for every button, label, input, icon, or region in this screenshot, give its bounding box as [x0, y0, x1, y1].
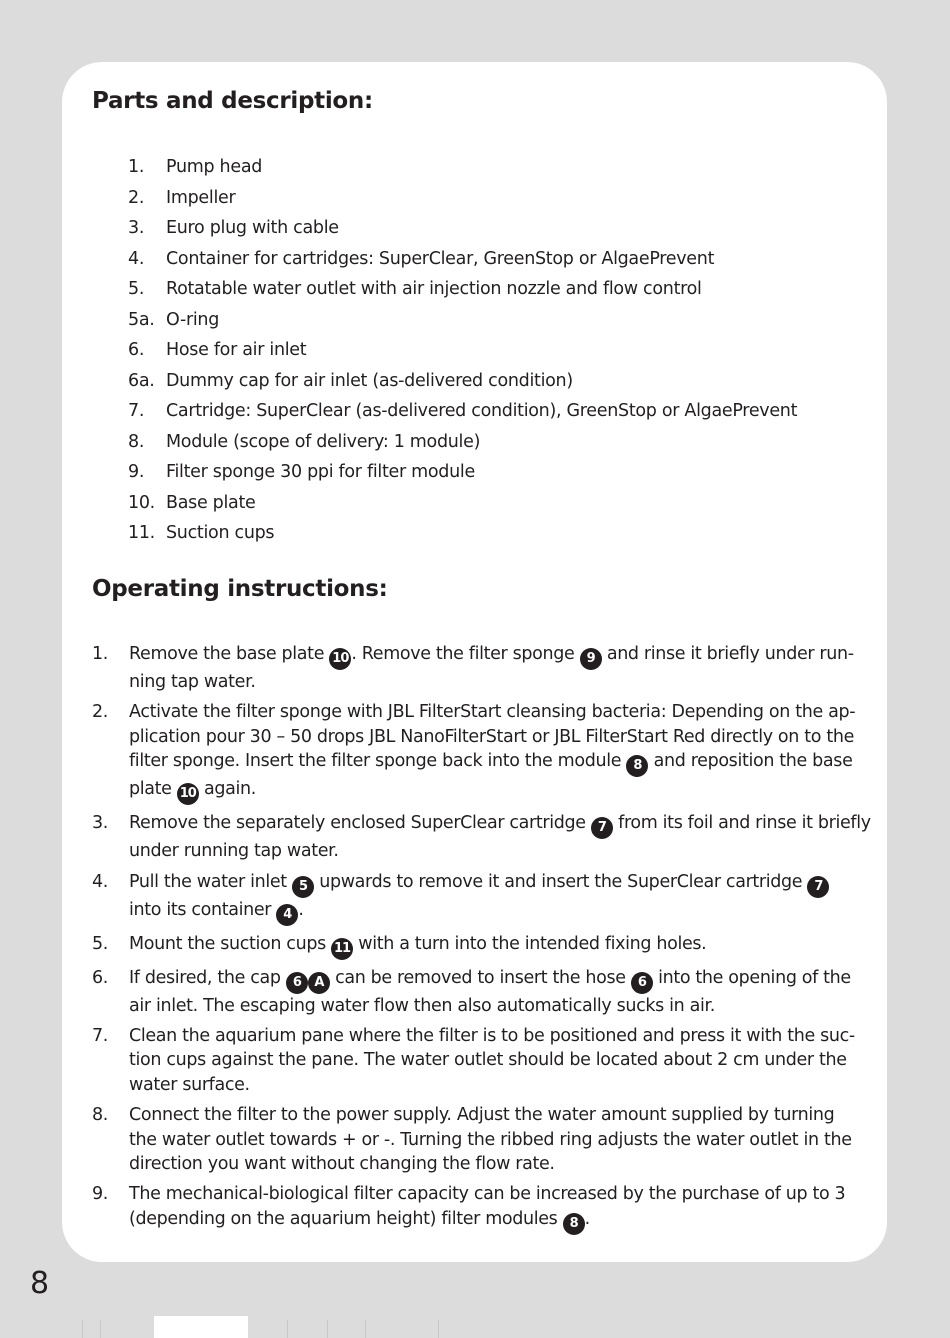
step-line: Clean the aquarium pane where the filter is to be positioned and press it with the suc- [129, 1026, 855, 1047]
step-line [129, 749, 857, 777]
step-line [129, 966, 857, 994]
step-number: 6. [92, 967, 108, 988]
step-text: . Remove the filter sponge [351, 644, 580, 664]
item-text: Impeller [166, 187, 236, 208]
step-number: 2. [92, 702, 108, 723]
item-number: 4. [128, 248, 145, 269]
step-line [129, 898, 857, 926]
item-number: 9. [128, 462, 145, 482]
step-number: 4. [92, 871, 108, 892]
instruction-step [0, 700, 857, 805]
step-text: filter sponge. Insert the filter sponge back into the module [129, 751, 627, 772]
list-item [0, 183, 950, 214]
step-text: into the opening of the [652, 967, 851, 988]
list-item [0, 518, 950, 549]
step-line: tion cups against the pane. The water outlet should be located about 2 cm under the [129, 1050, 847, 1071]
part-number-badge: 7 [591, 817, 613, 839]
footer-divider [82, 1320, 83, 1338]
step-text: Mount the suction cups [129, 933, 332, 954]
step-text: into its container [129, 899, 277, 920]
item-text: Dummy cap for air inlet (as-delivered condition) [166, 370, 573, 391]
instructions-list [0, 642, 950, 1241]
step-text: from its foil and rinse it briefly [612, 813, 871, 834]
list-item [0, 488, 950, 519]
footer-page-tab [154, 1316, 248, 1338]
step-line [129, 777, 857, 805]
step-line [129, 1207, 857, 1235]
step-text: and reposition the base [648, 751, 853, 772]
item-number: 10. [128, 492, 155, 513]
step-line [129, 932, 857, 960]
list-item [0, 396, 950, 427]
item-text: Cartridge: SuperClear (as-delivered condition), GreenStop or AlgaePrevent [166, 401, 798, 421]
item-text: Euro plug with cable [166, 218, 339, 238]
part-letter-badge: A [308, 972, 330, 994]
part-number-badge: 10 [177, 783, 199, 805]
step-text: again. [198, 779, 256, 800]
item-number: 6. [128, 340, 145, 360]
step-line [129, 870, 857, 898]
step-text: Remove the base plate [129, 644, 330, 664]
item-text: O-ring [166, 309, 220, 330]
instruction-step [0, 966, 857, 1018]
item-number: 11. [128, 523, 155, 543]
step-number: 9. [92, 1184, 108, 1205]
page-number: 8 [30, 1266, 50, 1301]
footer-divider [327, 1320, 328, 1338]
footer-divider [438, 1320, 439, 1338]
list-item [0, 366, 950, 397]
step-number: 5. [92, 933, 108, 954]
part-number-badge: 10 [329, 648, 351, 670]
item-number: 5a. [128, 309, 155, 330]
footer-divider [287, 1320, 288, 1338]
step-text: Pull the water inlet [129, 871, 292, 892]
step-line: air inlet. The escaping water flow then also automatically sucks in air. [129, 995, 715, 1016]
step-line: ning tap water. [129, 672, 256, 692]
part-number-badge: 8 [626, 755, 648, 777]
item-text: Hose for air inlet [166, 340, 307, 360]
item-text: Rotatable water outlet with air injection nozzle and flow control [166, 279, 702, 299]
step-line: direction you want without changing the flow rate. [129, 1154, 555, 1175]
instruction-step [0, 870, 857, 926]
step-line: the water outlet towards + or -. Turning the ribbed ring adjusts the water outlet in the [129, 1129, 852, 1150]
item-number: 7. [128, 401, 145, 421]
item-text: Base plate [166, 492, 256, 513]
list-item [0, 335, 950, 366]
item-text: Module (scope of delivery: 1 module) [166, 431, 481, 452]
instruction-step [0, 932, 857, 960]
step-text: upwards to remove it and insert the SuperClear cartridge [314, 871, 808, 892]
item-text: Suction cups [166, 523, 275, 543]
part-number-badge: 7 [807, 876, 829, 898]
list-item [0, 427, 950, 458]
list-item [0, 244, 950, 275]
footer-tab-strip [62, 1316, 462, 1338]
item-text: Pump head [166, 157, 263, 177]
step-number: 1. [92, 644, 108, 664]
instruction-step [0, 1182, 857, 1234]
step-text: . [584, 1208, 590, 1229]
step-text: If desired, the cap [129, 967, 286, 988]
item-number: 6a. [128, 370, 155, 391]
step-text: (depending on the aquarium height) filter modules [129, 1208, 563, 1229]
step-line [129, 811, 871, 839]
item-number: 2. [128, 187, 145, 208]
step-line: under running tap water. [129, 841, 339, 862]
list-item [0, 305, 950, 336]
list-item [0, 213, 950, 244]
footer-divider [365, 1320, 366, 1338]
item-number: 3. [128, 218, 145, 238]
step-line: plication pour 30 – 50 drops JBL NanoFilterStart or JBL FilterStart Red directly on to the [129, 726, 854, 747]
item-number: 1. [128, 157, 145, 177]
footer-divider [100, 1320, 101, 1338]
item-number: 8. [128, 431, 145, 452]
part-number-badge: 6 [631, 972, 653, 994]
step-text: with a turn into the intended fixing holes. [353, 933, 707, 954]
item-number: 5. [128, 279, 145, 299]
step-line: water surface. [129, 1074, 250, 1095]
list-item [0, 274, 950, 305]
step-text: plate [129, 779, 177, 800]
list-item [0, 152, 950, 183]
part-number-badge: 11 [331, 938, 353, 960]
step-text: Remove the separately enclosed SuperClear cartridge [129, 813, 591, 834]
step-line [129, 642, 857, 670]
part-number-badge: 5 [292, 876, 314, 898]
list-item [0, 457, 950, 488]
step-line: The mechanical-biological filter capacity can be increased by the purchase of up to 3 [129, 1184, 846, 1205]
instruction-step [0, 1024, 857, 1097]
instruction-step [0, 811, 871, 863]
instructions-heading: Operating instructions: [92, 576, 388, 602]
part-number-badge: 6 [286, 972, 308, 994]
item-text: Container for cartridges: SuperClear, GreenStop or AlgaePrevent [166, 248, 715, 269]
parts-list [0, 152, 950, 549]
parts-heading: Parts and description: [92, 88, 373, 114]
step-text: . [298, 899, 304, 920]
step-text: can be removed to insert the hose [329, 967, 631, 988]
instruction-step [0, 642, 857, 694]
step-number: 8. [92, 1105, 108, 1126]
step-text: and rinse it briefly under run- [601, 644, 854, 664]
step-line: Activate the filter sponge with JBL FilterStart cleansing bacteria: Depending on the ap- [129, 702, 856, 723]
instruction-step [0, 1103, 857, 1176]
part-number-badge: 8 [563, 1213, 585, 1235]
part-number-badge: 9 [580, 648, 602, 670]
part-number-badge: 4 [276, 904, 298, 926]
step-line: Connect the filter to the power supply. Adjust the water amount supplied by turning [129, 1105, 835, 1126]
step-number: 3. [92, 813, 108, 834]
item-text: Filter sponge 30 ppi for filter module [166, 462, 475, 482]
step-number: 7. [92, 1026, 108, 1047]
